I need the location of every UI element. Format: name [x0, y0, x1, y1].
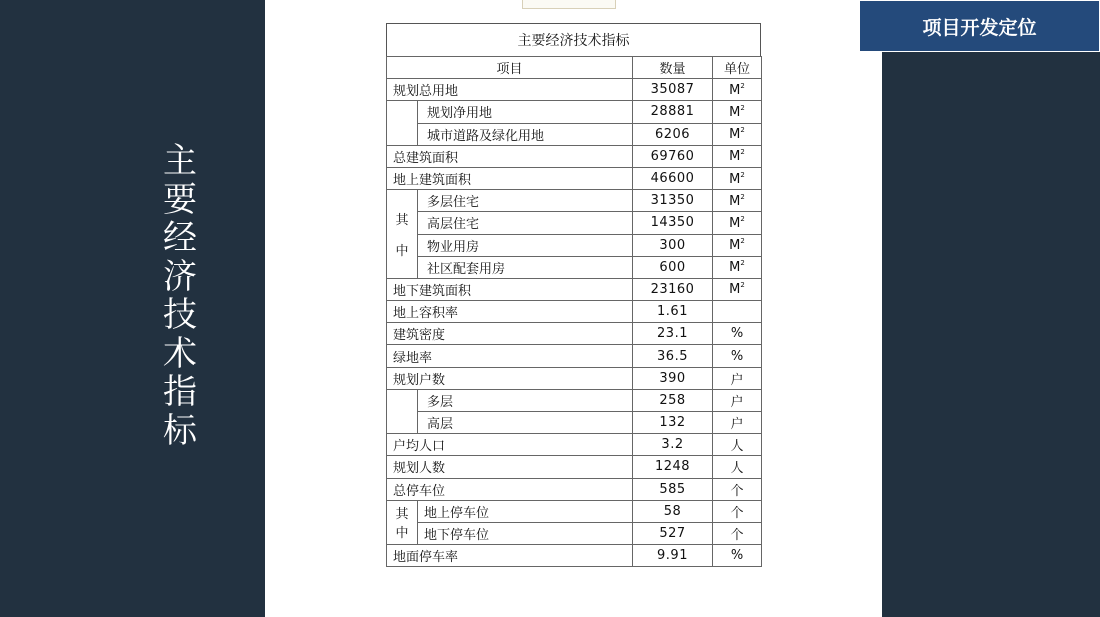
side-title-char: 技 — [163, 295, 197, 335]
row-quantity: 36.5 — [633, 345, 713, 367]
group-label-cell — [387, 190, 418, 279]
row-unit: $M^2$ — [713, 212, 762, 234]
paper-edge — [522, 0, 616, 9]
indent-cell — [387, 101, 418, 145]
row-label: 总停车位 — [387, 478, 633, 500]
row-unit — [713, 301, 762, 323]
table-row — [387, 79, 762, 101]
table-row — [387, 500, 762, 522]
row-unit: 人 — [713, 456, 762, 478]
row-label: 多层 — [418, 389, 633, 411]
row-quantity: 6206 — [633, 123, 713, 145]
row-quantity: 46600 — [633, 167, 713, 189]
row-unit: 个 — [713, 500, 762, 522]
row-label: 地上停车位 — [418, 500, 633, 522]
group-label-zhong: 中 — [395, 526, 409, 542]
table-row — [387, 256, 762, 278]
row-quantity: 600 — [633, 256, 713, 278]
group-label-qi: 其 — [395, 213, 409, 228]
row-unit: 户 — [713, 389, 762, 411]
table-row — [387, 367, 762, 389]
table-row — [387, 145, 762, 167]
table-row — [387, 101, 762, 123]
header-unit: 单位 — [713, 57, 762, 79]
side-title-char: 主 — [163, 141, 197, 181]
row-unit: $M^2$ — [713, 278, 762, 300]
table-row — [387, 167, 762, 189]
row-label: 高层 — [418, 412, 633, 434]
table-title: 主要经济技术指标 — [386, 23, 761, 56]
row-quantity: 585 — [633, 478, 713, 500]
side-title — [160, 142, 200, 450]
indicator-table — [386, 56, 762, 567]
row-label: 多层住宅 — [418, 190, 633, 212]
indicator-document — [386, 23, 761, 567]
row-quantity: 132 — [633, 412, 713, 434]
group-label-zhong: 中 — [395, 244, 409, 259]
row-quantity: 258 — [633, 389, 713, 411]
row-label: 总建筑面积 — [387, 145, 633, 167]
row-unit: 户 — [713, 412, 762, 434]
table-row — [387, 345, 762, 367]
table-row — [387, 434, 762, 456]
table-row — [387, 478, 762, 500]
side-title-char: 经 — [163, 218, 197, 258]
row-label: 规划净用地 — [418, 101, 633, 123]
row-label: 地下建筑面积 — [387, 278, 633, 300]
row-label: 社区配套用房 — [418, 256, 633, 278]
indent-cell — [387, 389, 418, 433]
row-quantity: 390 — [633, 367, 713, 389]
table-row — [387, 545, 762, 567]
row-label: 绿地率 — [387, 345, 633, 367]
group-label-cell — [387, 500, 418, 544]
row-label: 地面停车率 — [387, 545, 633, 567]
header-quantity: 数量 — [633, 57, 713, 79]
row-label: 高层住宅 — [418, 212, 633, 234]
row-quantity: 1.61 — [633, 301, 713, 323]
row-unit: $M^2$ — [713, 101, 762, 123]
header-item: 项目 — [387, 57, 633, 79]
row-quantity: 23160 — [633, 278, 713, 300]
section-tab[interactable]: 项目开发定位 — [859, 0, 1100, 52]
table-row — [387, 123, 762, 145]
row-quantity: 23.1 — [633, 323, 713, 345]
right-sidebar — [882, 0, 1100, 617]
row-unit: $M^2$ — [713, 145, 762, 167]
row-label: 地上容积率 — [387, 301, 633, 323]
row-label: 建筑密度 — [387, 323, 633, 345]
row-unit: 个 — [713, 478, 762, 500]
row-quantity: 35087 — [633, 79, 713, 101]
row-label: 地上建筑面积 — [387, 167, 633, 189]
table-row — [387, 456, 762, 478]
row-label: 地下停车位 — [418, 522, 633, 544]
table-row — [387, 389, 762, 411]
table-header-row — [387, 57, 762, 79]
table-row — [387, 522, 762, 544]
row-unit: 个 — [713, 522, 762, 544]
table-row — [387, 190, 762, 212]
row-unit: $M^2$ — [713, 234, 762, 256]
table-row — [387, 212, 762, 234]
row-label: 户均人口 — [387, 434, 633, 456]
table-row — [387, 301, 762, 323]
row-unit: % — [713, 545, 762, 567]
row-quantity: 300 — [633, 234, 713, 256]
row-unit: $M^2$ — [713, 123, 762, 145]
group-label-qi: 其 — [395, 507, 409, 523]
side-title-char: 济 — [163, 256, 197, 297]
row-label: 物业用房 — [418, 234, 633, 256]
table-row — [387, 323, 762, 345]
row-unit: 人 — [713, 434, 762, 456]
side-title-char: 术 — [163, 333, 197, 374]
table-row — [387, 278, 762, 300]
row-label: 规划户数 — [387, 367, 633, 389]
row-quantity: 69760 — [633, 145, 713, 167]
row-quantity: 9.91 — [633, 545, 713, 567]
table-row — [387, 412, 762, 434]
row-label: 城市道路及绿化用地 — [418, 123, 633, 145]
row-label: 规划总用地 — [387, 79, 633, 101]
table-row — [387, 234, 762, 256]
row-unit: $M^2$ — [713, 256, 762, 278]
side-title-char: 标 — [163, 410, 197, 451]
row-quantity: 58 — [633, 500, 713, 522]
row-quantity: 31350 — [633, 190, 713, 212]
row-quantity: 28881 — [633, 101, 713, 123]
left-sidebar — [0, 0, 265, 617]
side-title-char: 指 — [163, 372, 197, 412]
row-quantity: 1248 — [633, 456, 713, 478]
row-unit: $M^2$ — [713, 79, 762, 101]
side-title-char: 要 — [163, 179, 197, 220]
row-quantity: 3.2 — [633, 434, 713, 456]
row-quantity: 14350 — [633, 212, 713, 234]
row-unit: $M^2$ — [713, 190, 762, 212]
row-label: 规划人数 — [387, 456, 633, 478]
row-unit: % — [713, 345, 762, 367]
row-unit: 户 — [713, 367, 762, 389]
row-unit: % — [713, 323, 762, 345]
row-quantity: 527 — [633, 522, 713, 544]
row-unit: $M^2$ — [713, 167, 762, 189]
